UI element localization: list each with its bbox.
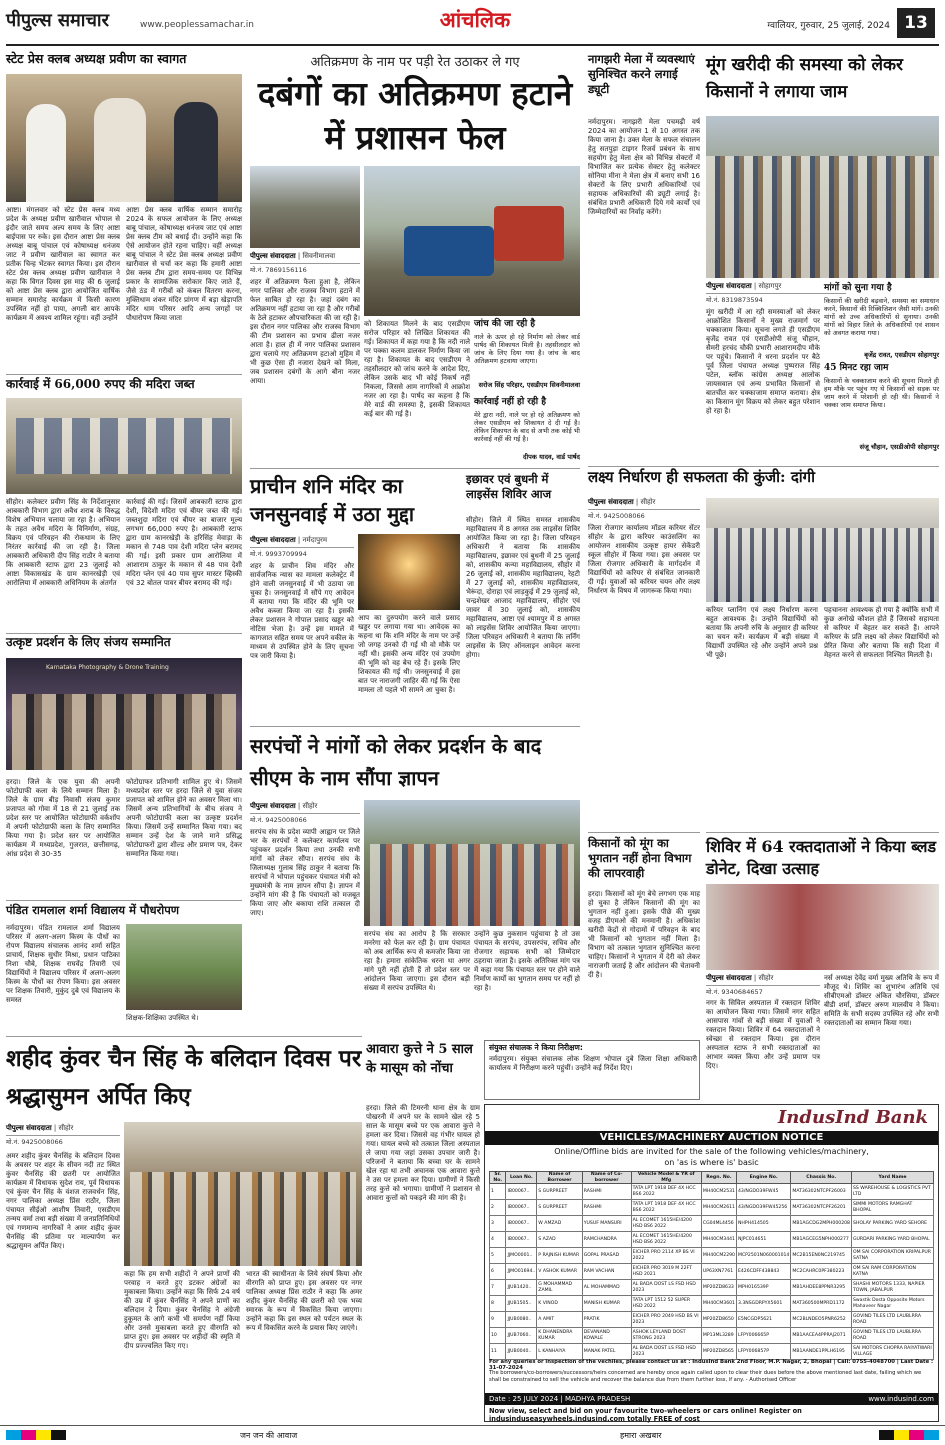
table-cell: MC2CAHRC0PF380223	[791, 1264, 852, 1280]
footer-slogan-right: हमारा अखबार	[620, 1431, 662, 1440]
table-row	[490, 1280, 934, 1296]
table-cell: GOVIND TILES LTD LAUBLRRA ROAD	[851, 1312, 933, 1328]
headline: पंडित रामलाल शर्मा विद्यालय में पौधरोपण	[6, 903, 180, 917]
divider	[6, 374, 242, 375]
byline: पीपुल्स संवाददाता | सीहोर	[588, 498, 700, 510]
table-cell: GOVIND TILES LTD LAUBLRRA ROAD	[851, 1328, 933, 1344]
table-cell: MC2B15EN0NC219745	[791, 1248, 852, 1264]
story-plantation	[6, 904, 242, 1030]
table-row	[490, 1264, 934, 1280]
quote-box	[474, 320, 580, 468]
table-cell: 5	[490, 1248, 506, 1264]
footer-bar	[0, 1425, 945, 1445]
story-encroachment	[250, 52, 580, 470]
headline: शिविर में 64 रक्तदाताओं ने किया ब्लड डोनेट, दिखा उत्साह	[706, 837, 937, 878]
photo-plantation	[126, 924, 242, 1010]
person-silhouette	[94, 98, 146, 202]
story-moong-jam	[706, 52, 939, 462]
body-text: फोटोग्राफर प्रतिभागी शामिल हुए थे। जिसमें मध्यप्रदेश स्तर पर हरदा जिले से युवा संजय प्रजापत को शामिल होने का अवसर मिला था। जिसमें अन्य प्रतिभागियों के बीच संजय ने अपनी फोटोग्राफी कला का उत्कृष्ट प्रदर्शन किया। जिसमें उन्हें सम्मानित किया गया। बद सम्मान उन्हें देश के जाने माने प्रसिद्ध फोटोग्राफरों द्वारा शील्ड और प्रमाण पत्र, देकर सम्मानित किया गया।	[126, 778, 242, 858]
divider	[6, 1036, 362, 1037]
footer-color-strip	[879, 1430, 939, 1440]
table-cell: JJUB0040..	[506, 1344, 537, 1360]
photo-temple	[358, 534, 460, 610]
inspection-box	[484, 1040, 700, 1100]
table-cell: MP20ZD8565	[701, 1344, 736, 1360]
table-cell: LFPY006857P	[736, 1344, 790, 1360]
box-title: जांच की जा रही है	[474, 319, 536, 329]
photo-sarpanch-protest	[364, 800, 580, 926]
auction-table	[489, 1171, 934, 1360]
table-header-cell: Engine No.	[736, 1172, 790, 1184]
table-header-cell: Name of Co-borrower	[582, 1172, 631, 1184]
byline: पीपुल्स संवाददाता | सीहोर	[6, 1124, 120, 1136]
ad-notice: The borrowers/co-borrowers/successors/heirs concerned are hereby once again called upon to clear their dues before the above mentioned last date, failing which we shall be constrained to sell the vehicle and recover the balance due from them further loss, if any. - Authorised Officer	[489, 1370, 922, 1383]
table-cell: MB1AGCDG2MPH000208	[791, 1216, 852, 1232]
body-text: नर्स अध्यक्ष देवेंद्र वर्मा मुख्य अतिथि के रूप में मौजूद थे। शिविर का शुभारंभ अतिथि एवं सीबीएमओ डॉक्टर अंकित चौरसिया, डॉक्टर बीडी शर्मा, डॉक्टर अरुण मालवीय ने किया। समिति के सभी सदस्य उपस्थित रहे और सभी रक्तदाताओं का सम्मान किया गया।	[824, 974, 939, 1027]
table-header-row	[490, 1172, 934, 1184]
banner-text: Karnataka Photography & Drone Training	[46, 664, 169, 671]
story-sarpanch	[250, 730, 580, 1038]
table-cell: MH40CM2611	[701, 1200, 736, 1216]
body-text: को शिकायत मिलने के बाद एसडीएम सरोज परिहार को लिखित शिकायत की गई। शिकायत में कहा गया है कि नदी नाले पर पक्का कलम डालकर निर्माण किया जा रहा है। शिकायत के बाद एसडीएम ने तहसीलदार को जांच करने के आदेश दिए, लेकिन उसके बाद भी कोई निकर्ष नहीं निकला, जिससे आम नागरिकों में आक्रोश नजर आ रहा है। पार्षद का कहना है कि मेरे वार्ड की समस्या है, इसकी शिकायत कई बार की गई है।	[364, 320, 470, 418]
table-cell: EICHER PRO 2114 XP BS VI 2022	[631, 1248, 701, 1264]
table-cell: SS WAREHOUSE & LOGISTICS PVT LTD	[851, 1184, 933, 1200]
table-row	[490, 1216, 934, 1232]
table-cell: 1	[490, 1184, 506, 1200]
table-cell: L KANHAIYA	[537, 1344, 582, 1360]
table-cell: 3	[490, 1216, 506, 1232]
table-cell: UP63XN7761	[701, 1264, 736, 1280]
story-shaheed-kunwar	[6, 1040, 362, 1422]
crowd-shape	[706, 156, 939, 278]
story-blood-donation	[706, 836, 939, 1070]
table-cell: IB00067..	[506, 1200, 537, 1216]
story-press-club	[6, 52, 242, 348]
table-header-cell: Vehicle Model & YR of Mfg	[631, 1172, 701, 1184]
table-cell: MP20ZD8650	[701, 1312, 736, 1328]
table-cell: W AMZAD	[537, 1216, 582, 1232]
table-cell: GOPAL PRASAD	[582, 1248, 631, 1264]
auction-ad	[484, 1104, 939, 1422]
table-cell: YUSUF MANSURI	[582, 1216, 631, 1232]
headline: आवारा कुत्ते ने 5 साल के मासूम को नोंचा	[366, 1042, 473, 1076]
headline: दबंगों का अतिक्रमण हटाने में प्रशासन फेल	[257, 74, 573, 157]
ad-contact: For any queries or inspection of the vechiles, please contact us at : IndusInd Bank 2nd Floor, M.P. Nagar, 2, Bhopal | Call: 0755-4048700 | Last Date : 31-07-2024	[489, 1359, 934, 1371]
table-cell: 43/NGDO39FW45	[736, 1184, 790, 1200]
photo-award	[6, 658, 242, 770]
person-silhouette	[26, 104, 66, 202]
headline: किसानों को मूंग का भुगतान नहीं होना विभाग की लापरवाही	[588, 836, 692, 880]
table-header-cell: Regn. No.	[701, 1172, 736, 1184]
body-text: हरदा। जिले के एक युवा की अपनी फोटोग्राफी कला के लिये सम्मान मिला है। जिले के ग्राम बीड़ निवासी संजय कुमार प्रजापत को गोवा में 18 से 21 जुलाई तक प्रदेश स्तर पर आयोजित फोटोग्राफी वर्कशॉप में अपनी फोटोग्राफी कला के लिए सम्मानित किया गया है। प्रदेश स्तर पर आयोजित कार्यक्रम में मध्यप्रदेश, गुजरात, छत्तीसगढ़, आंध्र प्रदेश से 30-35	[6, 778, 120, 858]
story-sanjay-honored	[6, 636, 242, 898]
table-cell: E5NCGDP5621	[736, 1312, 790, 1328]
table-header-cell: Sr. No.	[490, 1172, 506, 1184]
table-cell: MAT360500MPRD1172	[791, 1296, 852, 1312]
table-cell: 9	[490, 1312, 506, 1328]
kicker: अतिक्रमण के नाम पर पड़ी रेत उठाकर ले गए	[310, 55, 520, 70]
table-cell: IB00067..	[506, 1232, 537, 1248]
table-cell: MCP2501N060001014	[736, 1248, 790, 1264]
table-cell: AL ECOMET 1615HE/4200 HSD BS6 2022	[631, 1216, 701, 1232]
body-text: करियर प्लानिंग एवं लक्ष्य निर्धारण करना बहुत आवश्यक है। उन्होंने विद्यार्थियों को बताया कि अपनी रुचि के अनुसार ही करियर का चयन करें। कार्यक्रम में बड़ी संख्या में विद्यार्थी उपस्थित रहे और उन्होंने अपने प्रश्न भी पूछे।	[706, 606, 818, 659]
body-text: सरपंच संघ का आरोप है कि सरकार मनरेगा को फेल कर रही है। ग्राम पंचायत को अब आर्थिक रूप से कमजोर किया जा रहा है। हमारा सांकेतिक धरना था अगर मांगे पूरी नहीं होती हैं तो प्रदेश स्तर पर आंदोलन किया जाएगा। इस दौरान बड़ी संख्या में सरपंच उपस्थित थे।	[364, 930, 470, 992]
mobile-number: मो.नं. 9425008066	[6, 1138, 63, 1146]
table-row	[490, 1344, 934, 1360]
table-cell: EICHER PRO 3019 M 22FT HSD 2021	[631, 1264, 701, 1280]
table-cell: JJUB1420..	[506, 1280, 537, 1296]
table-cell: MP13ML3289	[701, 1328, 736, 1344]
table-header-cell: Yard Name	[851, 1172, 933, 1184]
table-cell: E426CDFF438843	[736, 1264, 790, 1280]
side-quote	[824, 284, 939, 462]
table-cell: OM SAI RAM CORPORATION KATNA	[851, 1264, 933, 1280]
table-cell: PRATIK	[582, 1312, 631, 1328]
headline: कार्रवाई में 66,000 रुपए की मदिरा जब्त	[6, 377, 195, 391]
table-cell: 10	[490, 1328, 506, 1344]
table-cell: NHPH414505	[736, 1216, 790, 1232]
headline: शहीद कुंवर चैन सिंह के बलिदान दिवस पर श्रद्धासुमन अर्पित किए	[6, 1045, 362, 1110]
table-cell: RAMCHANDRA	[582, 1232, 631, 1248]
table-cell: EICHER PRO 2049 HSD BS VI 2023	[631, 1312, 701, 1328]
body-text: नर्मदापुरम। पंडित रामलाल शर्मा विद्यालय परिसर में अलग-अलग किस्म के पौधों का रोपण विद्यालय संचालक आनंद शर्मा सहित प्राचार्य, शिक्षक सुधीर मिश्रा, प्रधान पाठिका निशा चौबे, शिक्षक राघवेंद्र तिवारी एवं विद्यार्थियों ने विद्यालय परिसर में अलग-अलग किस्म के पौधों का रोपण किया। इस अवसर पर शिक्षक तिवारी, मुकुंद दुबे एवं विद्यालय के समस्त	[6, 924, 120, 1004]
table-cell: MB1AANDE1PPLH6195	[791, 1344, 852, 1360]
ad-subtitle: Online/Offline bids are invited for the sale of the following vehicles/machinery,	[554, 1147, 869, 1156]
body-text: शहर में अतिक्रमण फैला हुआ है, लेकिन नगर पालिका और राजस्व विभाग हटाने में फेल साबित हो रहा है। जहां दबंग का अतिक्रमण नहीं हटाया जा रहा है और गरीबों के ठेले हटाकर औपचारिकता की जा रही है। इस दौरान नगर पालिका और राजस्व विभाग की टीम प्रशासन का प्रभाव ढीला नजर आता है। हाल ही में नगर पालिका प्रशासन द्वारा चलाये गए अतिक्रमण हटाओ मुहिम में भी कुछ ऐसा ही नजारा देखने को मिला, जब प्रशासन दबंगों के आगे बौना नजर आया।	[250, 278, 360, 385]
table-cell: AL ECOMET 1615HE/4200 HSD BS6 2022	[631, 1232, 701, 1248]
table-cell: MANISH KUMAR	[582, 1296, 631, 1312]
box-signature: सरोज सिंह परिहार, एसडीएम सिवनीमालवा	[478, 381, 580, 389]
table-cell: JJUB1505..	[506, 1296, 537, 1312]
table-cell: NJPC014651	[736, 1232, 790, 1248]
story-liquor-seized	[6, 378, 242, 630]
photo-encroachment	[250, 166, 360, 248]
divider	[6, 633, 242, 634]
mobile-number: मो.नं. 9425008066	[588, 512, 645, 520]
story-license-camp	[466, 472, 580, 722]
photo-farmers-jam	[706, 116, 939, 278]
table-cell: SIMMI MOTORS RAMGHAT BHOPAL	[851, 1200, 933, 1216]
table-cell: G MOHAMMAD ZAMIL	[537, 1280, 582, 1296]
table-cell: S GURPREET	[537, 1184, 582, 1200]
table-cell: JJUB7060..	[506, 1328, 537, 1344]
body-text: कहा कि हम सभी शहीदों ने अपने प्राणों की परवाह न करते हुए डटकर अंग्रेजों का मुकाबला किया। उन्होंने कहा कि सिर्फ 24 वर्ष की उम्र में कुंवर चैनसिंह ने अपने प्राणों का बलिदान दे दिया। कुंवर चैनसिंह ने अंग्रेजी हुकूमत के आगे कभी भी समर्पण नहीं किया और उनसे मुकाबला करते हुए वीरगति को प्राप्त हुए। इस अवसर पर शहीदों की स्मृति में दीप प्रज्ज्वलित किए गए।	[124, 1270, 240, 1350]
body-text: आष्टा। मंगलवार को स्टेट प्रेस क्लब मध्य प्रदेश के अध्यक्ष प्रवीण खारीवाल भोपाल से इंदौर जाते समय अल्प समय के लिए आष्टा बाईपास पर रुके। इस दौरान आष्टा प्रेस क्लब अध्यक्ष बाबू पांचाल एवं कोषाध्यक्ष धनंजय जाट ने प्रवीण खारीवाल का स्वागत कर प्रतीक चिन्ह भेंटकर स्वागत किया। इस दौरान स्टेट प्रेस क्लब अध्यक्ष प्रवीण खारीवाल ने कहा कि विगत दिवस इस माह की 6 जुलाई को आष्टा प्रेस क्लब द्वारा आयोजित वार्षिक सम्मान समारोह कार्यक्रम में किसी कारण उपस्थित नहीं हो पाया, अगली बार आपके कार्यक्रम में अवश्य शामिल रहूंगा। वहीं उन्होंने	[6, 206, 120, 322]
byline: पीपुल्स संवाददाता | सोहागपुर	[706, 282, 846, 294]
table-header-cell: Chassis No.	[791, 1172, 852, 1184]
site-url[interactable]: www.peoplessamachar.in	[140, 20, 254, 30]
body-text: मूंग खरीदी में आ रही समस्याओं को लेकर आक्रोशित किसानों ने मुख्य राजमार्ग पर चक्काजाम किया। सूचना लगते ही एसडीएम बृजेंद्र रावत एवं एसडीओपी संजू चौहान, सैमरी हरचंद चौकी प्रभारी आशारामदीप मौके पर पहुंचे। किसानों ने धरना प्रदर्शन पर बैठे पूर्व जिला पंचायत अध्यक्ष पुष्पराज सिंह पटेल, ब्लॉक कांग्रेस अध्यक्ष आलोक जायसवाल एवं अन्य प्रभावित किसानों से बातचीत कर चक्काजाम समाप्त कराया। क्षेत्र का किसान मूंग विक्रय को लेकर बहुत परेशान हो रहा है।	[706, 308, 820, 415]
table-cell: MB1AHDEE8PPNR3295	[791, 1280, 852, 1296]
table-header-cell: Name of Borrower	[537, 1172, 582, 1184]
ad-subtitle: on 'as is where is' basic	[664, 1158, 759, 1167]
table-cell: 11	[490, 1344, 506, 1360]
body-text: पहचानना आवश्यक हो गया है क्योंकि सभी में कुछ अनोखे कौशल होते हैं जिसको सहायता से करियर में बेहतर कर सकते हैं। आपने करियर के प्रति लक्ष्य को लेकर विद्यार्थियों को प्रेरित किया और बताया कि सही दिशा में मेहनत करने से सफलता निश्चित मिलती है।	[824, 606, 939, 659]
divider	[588, 832, 700, 833]
photo-tractor	[364, 166, 580, 316]
mobile-number: मो.नं. 9340684657	[706, 988, 763, 996]
masthead	[0, 0, 945, 44]
bank-logo: IndusInd Bank	[777, 1107, 928, 1128]
byline: पीपुल्स संवाददाता | सीहोर	[250, 802, 360, 814]
body-text: आप का दुरुपयोग करने वाले प्रसाद खड्डर पर लगाया गया था। आवेदक का कहना था कि शनि मंदिर के नाम पर उन्हें जो जगह उनको दी गई थी वो मौके पर नहीं थी। इसकी अन्य मंदिर एवं उपयोग की भूमि को वह बेच रहे हैं। इसके लिए शिकायत की गई थी। जनसुनवाई में इस बात पर नाराजगी जाहिर की गई कि ऐसा मामला तो पहले भी सामने आ चुका है।	[358, 614, 460, 694]
table-cell: IB00067..	[506, 1216, 537, 1232]
people-row	[12, 694, 236, 770]
divider	[6, 900, 242, 901]
table-cell: S GURPREET	[537, 1200, 582, 1216]
table-row	[490, 1296, 934, 1312]
divider	[250, 726, 580, 727]
ad-website[interactable]: www.indusind.com	[868, 1395, 934, 1403]
body-text: उन्होंने कुछ नुकसान पहुंचाया है तो उस पंचायत के सरपंच, उपसरपंच, सचिव और रोजगार सहायक सभी को जिम्मेदार ठहराया जाता है। इसके अतिरिक्त मांग पत्र में कहा गया कि पंचायत स्तर पर होने वाले निर्माण कार्यों का भुगतान समय पर नहीं हो रहा है।	[474, 930, 580, 992]
footer-slogan-left: जन जन की आवाज	[240, 1431, 298, 1440]
table-cell: JJUB0080..	[506, 1312, 537, 1328]
headline: उत्कृष्ट प्रदर्शन के लिए संजय सम्मानित	[6, 635, 171, 649]
table-row	[490, 1312, 934, 1328]
table-cell: ASHOK LEYLAND DOST STRONG 2023	[631, 1328, 701, 1344]
table-row	[490, 1328, 934, 1344]
table-row	[490, 1200, 934, 1216]
table-cell: CG04ML4456	[701, 1216, 736, 1232]
body-text: भारत की स्वाधीनता के लिये संघर्ष किया और वीरगति को प्राप्त हुए। इस अवसर पर नगर पालिका अध्यक्ष प्रिंस राठौर ने कहा कि अमर शहीद कुंवर चैनसिंह की छतरी को एक भव्य स्मारक के रूप में विकसित किया जाएगा। उन्होंने कहा कि इस स्थल को पर्यटन स्थल के रूप में विकसित करने के प्रयास किए जाएंगे।	[246, 1270, 362, 1332]
quote-title: मांगों को सुना गया है	[824, 283, 892, 293]
table-cell: SHOLAY PARKING YARD SEHORE	[851, 1216, 933, 1232]
table-cell: TATA LPT 1512 52 SUPER HSD 2022	[631, 1296, 701, 1312]
table-cell: SHASHI MOTORS 1333, NAPIER TOWN, JABALPUR	[851, 1280, 933, 1296]
headline: लक्ष्य निर्धारण ही सफलता की कुंजी: दांगी	[588, 468, 815, 486]
table-cell: OM SAI CORPORATION KRIPALPUR SATNA	[851, 1248, 933, 1264]
table-cell: 2	[490, 1200, 506, 1216]
story-stray-dog	[366, 1040, 480, 1422]
story-moong-payment	[588, 836, 700, 1036]
table-cell: MAT36302NTCPF26201	[791, 1200, 852, 1216]
box-text: मेरे द्वारा नदी, नाले पर हो रहे अतिक्रमण को लेकर एसडीएम को शिकायत दे दी गई है। लेकिन शिकायत के बाद से अभी तक कोई भी कार्रवाई नहीं की गई है।	[474, 411, 580, 443]
table-cell: GURDARI PARKING YARD BHOPAL	[851, 1232, 933, 1248]
mobile-number: मो.नं. 8319873594	[706, 296, 763, 304]
table-row	[490, 1248, 934, 1264]
crowd-shape	[130, 1172, 356, 1266]
body-text: हरदा। जिले की टिमरनी थाना क्षेत्र के ग्राम पोखरनी में अपने घर के सामने खेल रहे 5 साल के मासूम बच्चे पर एक आवारा कुत्ते ने हमला कर दिया। जिससे वह गंभीर घायल हो गया। घायल बच्चे को तत्काल जिला अस्पताल ले जाया गया जहां उसका उपचार जारी है। परिजनों ने बताया कि बच्चा घर के सामने खेल रहा था तभी अचानक एक आवारा कुत्ते ने उस पर हमला कर दिया। ग्रामीणों ने किसी तरह कुत्ते को भगाया। ग्रामीणों ने प्रशासन से आवारा कुत्तों को पकड़ने की मांग की है।	[366, 1104, 480, 1202]
ad-date-bar	[485, 1393, 938, 1405]
page-number: 13	[897, 8, 935, 38]
body-text: सीहोर। जिले में स्थित समस्त शासकीय महाविद्यालय में 8 अगस्त तक लाइसेंस शिविर आयोजित किया जा रहा है। जिला परिवहन अधिकारी ने बताया कि शासकीय महाविद्यालय, इछावर एवं बुधनी में 25 जुलाई को, शासकीय कन्या महाविद्यालय, सीहोर में 26 जुलाई को, शासकीय महाविद्यालय, रेहटी में 27 जुलाई को, शासकीय महाविद्यालय, भैरूंदा, दोराहा एवं लाड़कुई में 29 जुलाई को, चन्द्रशेखर आजाद महाविद्यालय, सीहोर एवं जावर में 30 जुलाई को, शासकीय महाविद्यालय, आष्टा एवं श्यामपुर में 8 अगस्त को लाइसेंस शिविर आयोजित किया जाएगा। जिला परिवहन अधिकारी ने बताया कि लर्निंग लाइसेंस के लिए ऑनलाइन आवेदन करना होगा।	[466, 516, 581, 659]
body-text: नगर के सिविल अस्पताल में रक्तदान शिविर का आयोजन किया गया। जिसमें नगर सहित आसपास गांवों से बड़ी संख्या में युवाओं ने रक्तदान किया। शिविर में 64 रक्तदाताओं ने स्वेच्छा से रक्तदान किया। इस दौरान अस्पताल स्टाफ ने सभी रक्तदाताओं का आभार व्यक्त किया और उन्हें प्रमाण पत्र दिए।	[706, 999, 820, 1070]
table-cell: AL BADA DOST LS FSD HSD 2023	[631, 1280, 701, 1296]
table-cell: 8	[490, 1296, 506, 1312]
quote-signature: बृजेंद्र रावत, एसडीएम सोहागपुर	[864, 351, 939, 359]
byline: पीपुल्स संवाददाता | सिवनीमालवा	[250, 252, 360, 264]
body-text: शिक्षक-शिक्षिका उपस्थित थे।	[126, 1014, 199, 1022]
crowd-shape	[370, 844, 574, 926]
table-cell: MH40CM2290	[701, 1248, 736, 1264]
photo-students	[706, 498, 939, 602]
quote-text: किसानों के चक्काजाम करने की सूचना मिलते ही हम मौके पर पहुंच गए थे किसानों को सड़क पर जाम करने में परेशानी हो रही थी। किसानों ने चक्का जाम समाप्त किया।	[824, 377, 939, 409]
table-cell: AL MOHAMMAD	[582, 1280, 631, 1296]
table-cell: MAT36302NTCPF26003	[791, 1184, 852, 1200]
table-header-cell: Loan No.	[506, 1172, 537, 1184]
headline: इछावर एवं बुधनी में लाइसेंस शिविर आज	[466, 472, 552, 501]
photo-blood-donor	[706, 884, 939, 970]
table-cell: A AMIT	[537, 1312, 582, 1328]
story-nagjhari-mela	[588, 52, 700, 462]
ad-title: VEHICLES/MACHINERY AUCTION NOTICE	[485, 1131, 938, 1145]
students-rows	[706, 528, 939, 602]
table-row	[490, 1232, 934, 1248]
table-cell: JJMO0001..	[506, 1248, 537, 1264]
body-text: आष्टा प्रेस क्लब वार्षिक सम्मान समारोह 2024 के सफल आयोजन के लिए अध्यक्ष बाबू पांचाल, कोषाध्यक्ष धनंजय जाट एवं आष्टा प्रेस क्लब टीम को बधाई दी। उन्होंने कहा कि ऐसे आयोजन होते रहना चाहिए। वहीं अध्यक्ष बाबू पांचाल ने स्टेट प्रेस क्लब अध्यक्ष प्रवीण खारीवाल से चर्चा कर कहा कि हमारी आष्टा प्रेस क्लब टीम द्वारा समय-समय पर विभिन्न प्रकार के सामाजिक सरोकार किए जाते हैं, जैसे ठंड में गरीबों को कंबल वितरण करना, मुक्तिधाम शंकर मंदिर प्रांगण में बड़ा खेड़ापति मंदिर धाम परिसर आदि अन्य जगहों पर पौधारोपण किया जाता	[126, 206, 242, 322]
quote-title: 45 मिनट रहा जाम	[824, 363, 889, 373]
divider	[588, 466, 939, 467]
table-cell: MPH016539P	[736, 1280, 790, 1296]
body-text: कार्रवाई की गई। जिसमें आबकारी स्टाफ द्वारा देशी, विदेशी मदिरा एवं बीयर जब्त की गई। जब्तशुदा मदिरा एवं बीयर का बाजार मूल्य लगभग 66,000 रुपए है। आबकारी स्टाफ द्वारा ग्राम कानरखेड़ी के हरिसिंह मेवाड़ा के मकान से 748 पाव देशी मदिरा प्लेन बरामद की गई। इसी प्रकार ग्राम आरोलिया में आशाराम ठाकुर के मकान से 48 पाव देशी मदिरा प्लेन एवं 40 पाव सुपर मास्टर व्हिस्की एवं 32 बोतल पावर बीयर बरामद की गई।	[126, 498, 242, 587]
box-title: कार्रवाई नहीं हो रही है	[474, 397, 546, 407]
box-heading: संयुक्त संचालक ने किया निरीक्षण:	[489, 1043, 583, 1052]
table-cell: MANAK PATEL	[582, 1344, 631, 1360]
officers-row	[16, 418, 232, 474]
truck-shape	[494, 206, 564, 261]
table-cell: S AZAD	[537, 1232, 582, 1248]
table-cell: 6	[490, 1264, 506, 1280]
table-cell: V ASHOK KUMAR	[537, 1264, 582, 1280]
headline: स्टेट प्रेस क्लब अध्यक्ष प्रवीण का स्वागत	[6, 51, 187, 66]
quote-signature: संजू चौहान, एसडीओपी सोहागपुर	[859, 443, 939, 451]
divider	[706, 832, 939, 833]
section-title: आंचलिक	[439, 7, 511, 32]
footer-color-strip	[6, 1430, 66, 1440]
logo: पीपुल्स समाचार	[6, 10, 109, 31]
table-cell: RASHMI	[582, 1184, 631, 1200]
table-cell: MH40CM3441	[701, 1232, 736, 1248]
table-cell: JJMO01694..	[506, 1264, 537, 1280]
table-cell: MH40CM3601	[701, 1296, 736, 1312]
table-cell: Swastik Dosta Opposite Motors Mahaveer Nagar	[851, 1296, 933, 1312]
dateline: ग्वालियर, गुरुवार, 25 जुलाई, 2024	[767, 21, 890, 31]
byline: पीपुल्स संवाददाता | सीहोर	[706, 974, 820, 986]
table-cell: RASHMI	[582, 1200, 631, 1216]
table-cell: MC2BLNDEO5PNR6252	[791, 1312, 852, 1328]
body-text: अमर शहीद कुंवर चैनसिंह के बलिदान दिवस के अवसर पर शहर के सीवन नदी तट स्थित कुंवर चैनसिंह की छतरी पर आयोजित कार्यक्रम में विधायक सुदेश राय, पूर्व विधायक एवं कुंवर चैन सिंह के वंशज राजवर्धन सिंह, नगर पालिका अध्यक्ष प्रिंस राठौर, जिला पंचायत सीईओ आशीष तिवारी, एसडीएम तन्मय वर्मा तथा बड़ी संख्या में जनप्रतिनिधियों एवं गणमान्य नागरिकों ने अमर शहीद कुंवर चैनसिंह की प्रतिमा पर माल्यार्पण कर श्रद्धासुमन अर्पित किए।	[6, 1152, 120, 1250]
table-cell: MH40CM2531	[701, 1184, 736, 1200]
table-cell: MP20ZD8633	[701, 1280, 736, 1296]
body-text: सरपंच संघ के प्रदेश व्यापी आह्वान पर जिले भर के सरपंचों ने कलेक्टर कार्यालय पर पहुंचकर प्रदर्शन किया तथा उनकी सभी मांगों को लेकर सौंपा। सरपंच संघ के जिलाध्यक्ष गुलाब सिंह ठाकुर ने बताया कि सरपंचों ने भोपाल पहुंचकर पंचायत मंत्री को मुख्यमंत्री के नाम ज्ञापन सौंपा है। ज्ञापन में उन्होंने मांग की है कि पंचायतों को मजबूत किया जाए और बकाया राशि तत्काल दी जाए।	[250, 828, 360, 917]
masthead-rule	[6, 44, 939, 46]
table-cell: 43/NGDO39FW45256	[736, 1200, 790, 1216]
headline: मूंग खरीदी की समस्या को लेकर किसानों ने लगाया जाम	[706, 55, 904, 102]
box-text: नाले के ऊपर हो रहे निर्माण को लेकर वार्ड पार्षद की शिकायत मिली है। तहसीलदार को जांच के लिए दिया गया है। जांच के बाद अतिक्रमण हटवाया जाएगा।	[474, 333, 580, 365]
table-cell: 4	[490, 1232, 506, 1248]
tractor-shape	[404, 226, 494, 276]
table-cell: LFPY006665P	[736, 1328, 790, 1344]
headline: प्राचीन शनि मंदिर का जनसुनवाई में उठा मुद्दा	[250, 474, 415, 526]
table-row	[490, 1184, 934, 1200]
byline: पीपुल्स संवाददाता | नर्मदापुरम	[250, 536, 354, 548]
table-cell: SAI MOTORS CHOPRA RAIYATWARI VILLAGE	[851, 1344, 933, 1360]
ad-date: Date : 25 JULY 2024 | MADHYA PRADESH	[489, 1395, 631, 1403]
photo-seizure	[6, 398, 242, 494]
quote-text: किसानों की खरीदी बढ़वाने, समस्या का समाधान करने, किसानों की रिक्विजिशन जैसी मांगें। उनकी मांगों को उच्च अधिकारियों से सुनाया। उनकी मांगों को विहार जिले के अधिकारियों एवं शासन को अवगत कराया गया।	[824, 297, 939, 337]
table-cell: K VINOD	[537, 1296, 582, 1312]
table-cell: AL BADA DOST LS FSD HSD 2023	[631, 1344, 701, 1360]
table-cell: 7	[490, 1280, 506, 1296]
story-goal-setting	[588, 470, 939, 830]
table-cell: IB00067..	[506, 1184, 537, 1200]
table-cell: K DHANENDRA KUMAR	[537, 1328, 582, 1344]
table-cell: MB1AGCEG5NPH000277	[791, 1232, 852, 1248]
ad-viewline[interactable]: Now view, select and bid on your favourite two-wheelers or cars online! Register on indusinduseasywheels.indusind.com totally FREE of cost	[489, 1407, 802, 1423]
photo-tribute	[124, 1122, 362, 1266]
mobile-number: मो.नं. 9993709994	[250, 550, 307, 558]
mobile-number: मो.नं. 9425008066	[250, 816, 307, 824]
body-text: जिला रोजगार कार्यालय मॉडल करियर सेंटर सीहोर के द्वारा करियर काउंसलिंग का आयोजन शासकीय उत्कृष्ट हायर सेकेंडरी स्कूल सीहोर में किया गया। इस अवसर पर जिला रोजगार अधिकारी के मार्गदर्शन में विद्यार्थियों को करियर से संबंधित जानकारी दी गई। युवाओं को करियर चयन और लक्ष्य निर्धारण के विषय में जागरूक किया गया।	[588, 524, 700, 595]
table-cell: TATA LPT 1918 DEF 4X HCC BS6 2022	[631, 1184, 701, 1200]
table-cell: 3.3NSGDRPYX5601	[736, 1296, 790, 1312]
body-text: नर्मदापुरम। नागझरी मेला पचमढ़ी वर्ष 2024 का आयोजन 1 से 10 अगस्त तक किया जाना है। उक्त मेला के सफल संचालन हेतु सतपुड़ा टाइगर रिजर्व प्रबंधन के साथ सहयोग हेतु मेला क्षेत्र को विभिन्न सेक्टरों में विभाजित कर प्रत्येक सेक्टर हेतु कलेक्टर सोनिया मीना ने मेला क्षेत्र में बनाए सभी 16 सेक्टरों के लिए प्रभारी अधिकारियों एवं सहायक अधिकारियों की ड्यूटी लगाई है। संबंधित प्रभारी अधिकारी दिये गये कार्यों एवं जिम्मेदारियों का निर्वाह करेंगे।	[588, 118, 700, 216]
body-text: हरदा। किसानों को मूंग बेचे लगभग एक माह हो चुका है लेकिन किसानों की मूंग का भुगतान नहीं हुआ। इसके पीछे की मुख्य वजह डीएमओ की मनमानी है। अधिकांश खरीदी केंद्रों से गोदामों में परिवहन के बाद भी किसानों को भुगतान नहीं मिला है। विभाग को तत्काल भुगतान सुनिश्चित करना चाहिए। किसानों ने भुगतान में देरी को लेकर नाराजगी जताई है और आंदोलन की चेतावनी दी है।	[588, 890, 700, 979]
box-signature: दीपक यादव, वार्ड पार्षद	[523, 453, 580, 461]
story-shani-mandir	[250, 472, 460, 722]
body-text: सीहोर। कलेक्टर प्रवीण सिंह के निर्देशानुसार आबकारी विभाग द्वारा अवैध शराब के विरुद्ध विशेष अभियान चलाया जा रहा है। अभियान के तहत अवैध मदिरा के विनिर्माण, संग्रह, विक्रय एवं परिवहन की रोकथाम के लिए निरंतर कार्रवाई की जा रही है। जिला आबकारी अधिकारी दीप सिंह राठौर ने बताया कि आबकारी स्टाफ द्वारा 23 जुलाई को आष्टा विकासखंड के ग्राम कानरखेड़ी एवं आरोलिया में आबकारी अधिनियम के अंतर्गत	[6, 498, 120, 587]
body-text: शहर के प्राचीन शिव मंदिर और सार्वजनिक न्यास का मामला कलेक्ट्रेट में होने वाली जनसुनवाई में भी उठाया जा चुका है। जनसुनवाई में सौंपे गए आवेदन में बताया गया कि मंदिर की भूमि पर अवैध कब्जा किया जा रहा है। इसकी लेकर प्रशासन ने गोपाल प्रसाद खड्डर को नोटिस भेजा है। उन्हें इस मामले में कागजात सहित समय पर अपने वकील के माध्यम से उपस्थित होने के लिए सूचना पत्र जारी किया है।	[250, 562, 354, 660]
mobile-number: मो.नं. 7869156116	[250, 266, 307, 274]
person-silhouette	[174, 102, 218, 202]
table-cell: MB1AACEA4PPRAJ2071	[791, 1328, 852, 1344]
box-text: नर्मदापुरम। संयुक्त संचालक लोक शिक्षण भोपाल दुबे जिला शिक्षा अधिकारी कार्यालय में निरीक्षण करने पहुंचीं। उन्होंने कई निर्देश दिए।	[489, 1055, 697, 1072]
divider	[250, 468, 580, 469]
photo-press-club	[6, 74, 242, 202]
table-cell: RAM VACHAN	[582, 1264, 631, 1280]
headline: सरपंचों ने मांगों को लेकर प्रदर्शन के बाद सीएम के नाम सौंपा ज्ञापन	[250, 734, 542, 790]
table-cell: TATA LPT 1918 DEF 4X HCC BS6 2022	[631, 1200, 701, 1216]
table-cell: DEVANAND KOWALE	[582, 1328, 631, 1344]
headline: नागझरी मेला में व्यवस्थाएं सुनिश्चित करने लगाई ड्यूटी	[588, 52, 695, 96]
table-cell: P RAJNISH KUMAR	[537, 1248, 582, 1264]
